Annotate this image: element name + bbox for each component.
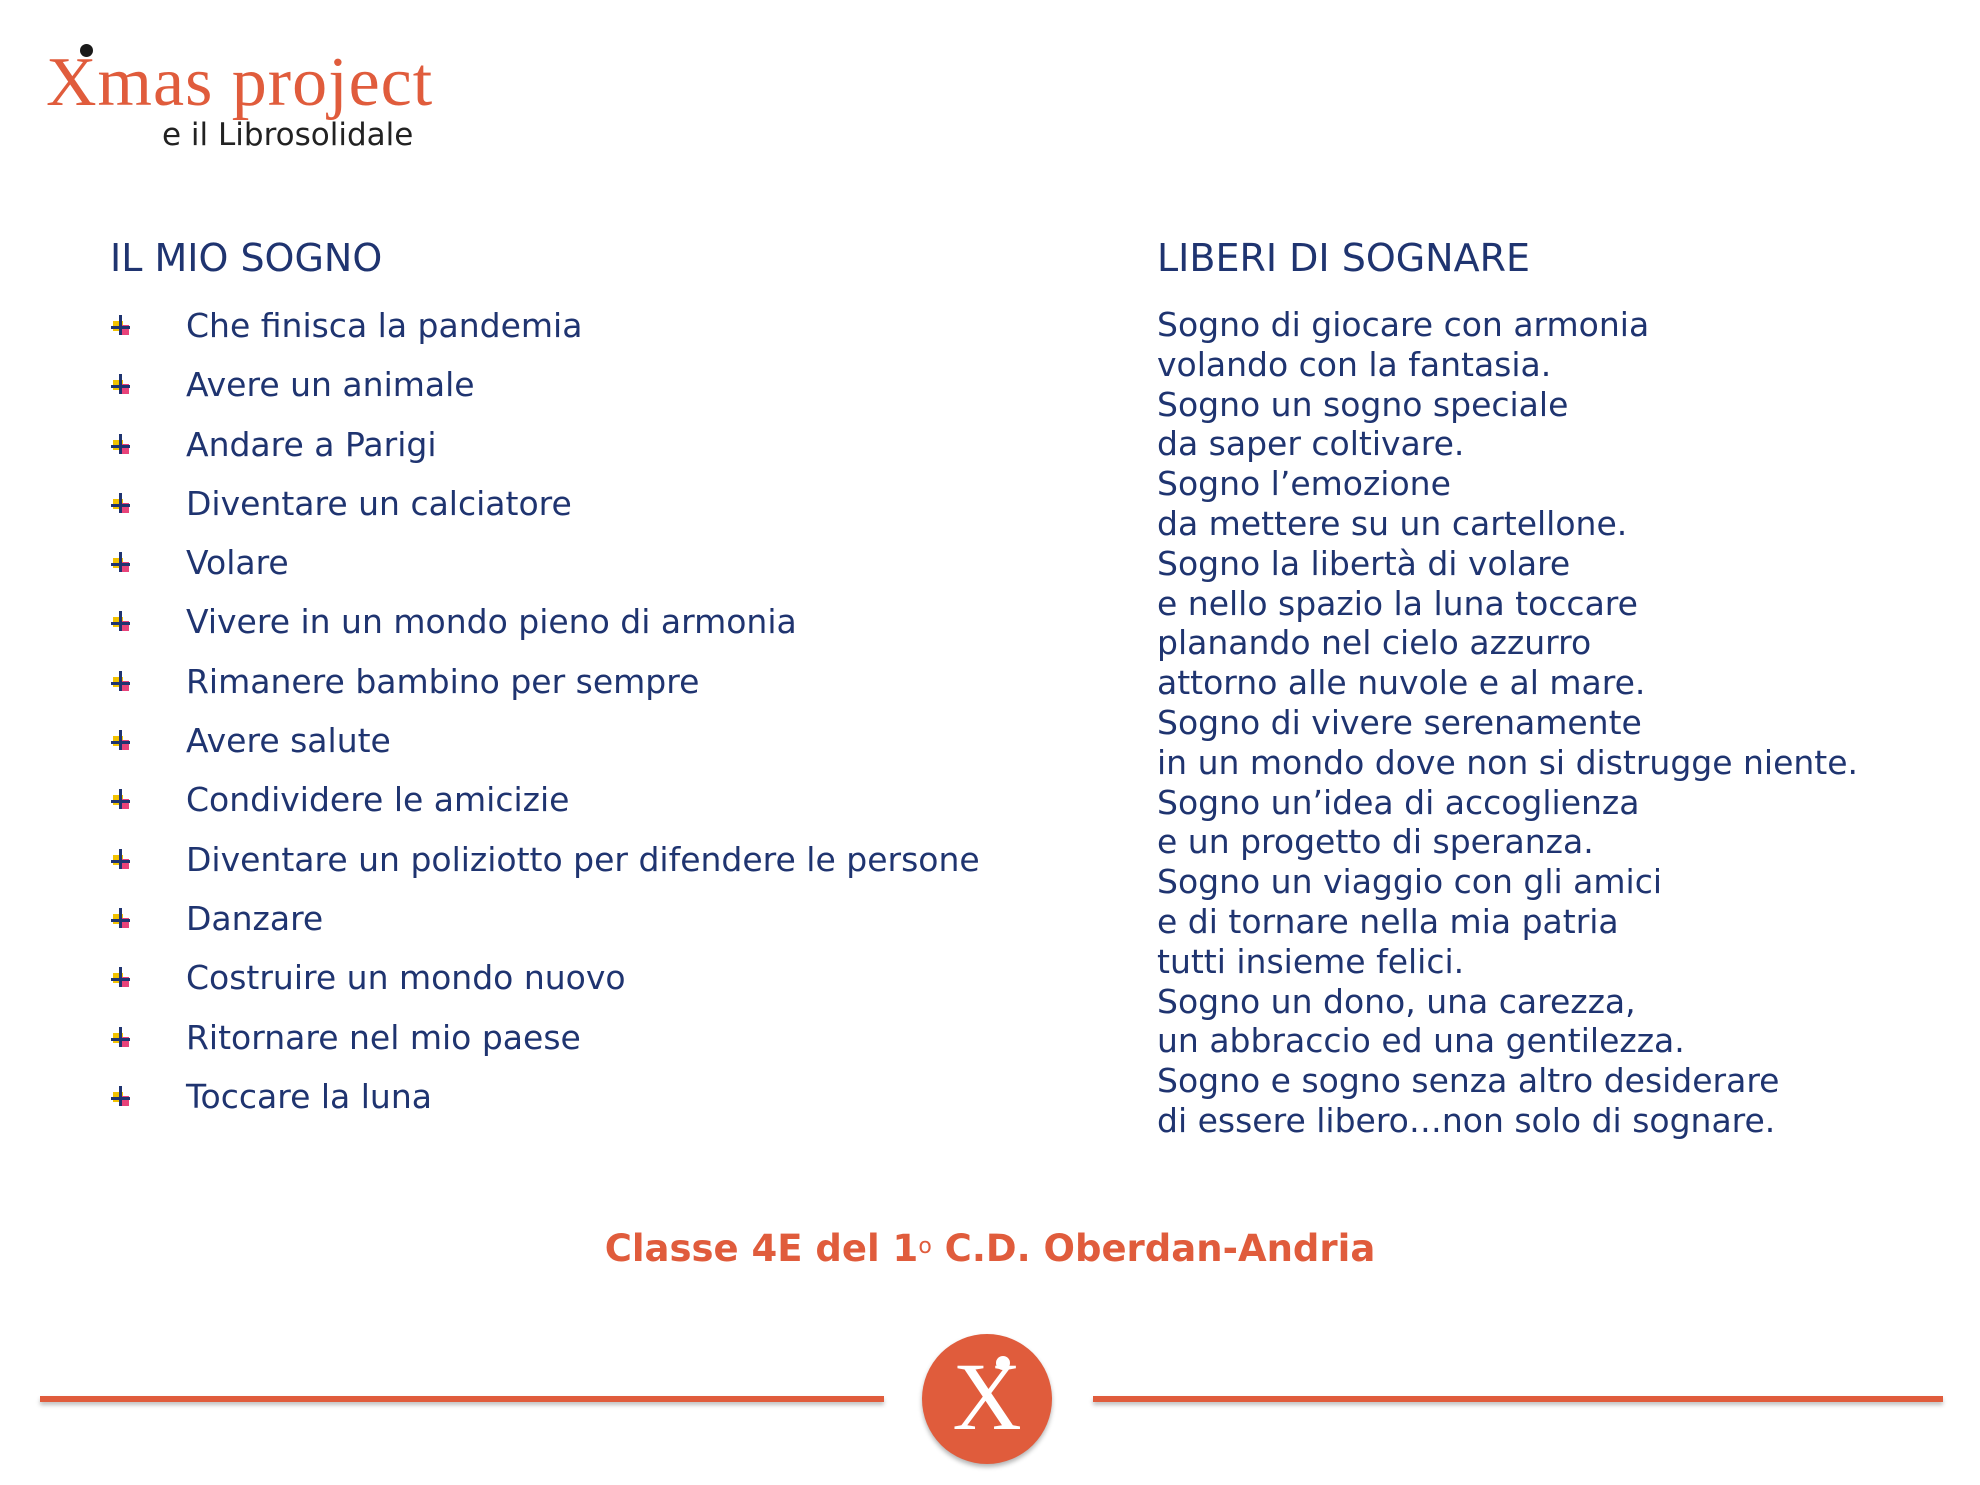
bullet-icon: [110, 315, 132, 337]
bullet-icon: [110, 967, 132, 989]
list-item: [110, 955, 980, 1014]
poem: [1157, 305, 1937, 1141]
list-item: [110, 837, 980, 896]
list-item-text: Diventare un calciatore: [186, 483, 572, 523]
credit-superscript: o: [918, 1234, 932, 1259]
list-item-text: Costruire un mondo nuovo: [186, 958, 626, 998]
footer-rule-right: [1093, 1396, 1943, 1402]
list-item-text: Ritornare nel mio paese: [186, 1017, 581, 1057]
poem-line: da saper coltivare.: [1157, 424, 1465, 464]
poem-line: Sogno e sogno senza altro desiderare: [1157, 1061, 1780, 1101]
list-item: [110, 1015, 980, 1074]
list-item-text: Toccare la luna: [186, 1076, 432, 1116]
list-item-text: Volare: [186, 543, 289, 583]
bullet-icon: [110, 434, 132, 456]
credit-after: C.D. Oberdan-Andria: [931, 1227, 1376, 1270]
list-item-text: Avere un animale: [186, 365, 475, 405]
list-item-text: Che finisca la pandemia: [186, 306, 583, 345]
poem-line: e nello spazio la luna toccare: [1157, 583, 1638, 623]
poem-line: Sogno un’idea di accoglienza: [1157, 782, 1640, 822]
list-item: [110, 659, 980, 718]
list-item: [110, 481, 980, 540]
class-credit: [0, 1226, 1980, 1272]
bullet-icon: [110, 730, 132, 752]
poem-line: Sogno un dono, una carezza,: [1157, 981, 1636, 1021]
bullet-icon: [110, 671, 132, 693]
list-item-text: Danzare: [186, 898, 324, 938]
list-item-text: Avere salute: [186, 721, 391, 761]
list-item: [110, 1074, 980, 1133]
poem-line: in un mondo dove non si distrugge niente.: [1157, 742, 1859, 782]
footer-rule-left: [40, 1396, 884, 1402]
bullet-icon: [110, 1027, 132, 1049]
bullet-icon: [110, 908, 132, 930]
list-item-text: Vivere in un mondo pieno di armonia: [186, 602, 797, 642]
poem-line: attorno alle nuvole e al mare.: [1157, 663, 1646, 703]
list-item: [110, 540, 980, 599]
list-item: [110, 599, 980, 658]
poem-line: Sogno la libertà di volare: [1157, 543, 1571, 583]
poem-line: di essere libero…non solo di sognare.: [1157, 1100, 1776, 1140]
logo-subtitle: e il Librosolidale: [162, 117, 414, 153]
bullet-icon: [110, 493, 132, 515]
list-item: [110, 362, 980, 421]
poem-line: tutti insieme felici.: [1157, 941, 1465, 981]
list-item: [110, 777, 980, 836]
poem-line: Sogno un sogno speciale: [1157, 384, 1569, 424]
poem-line: e di tornare nella mia patria: [1157, 901, 1619, 941]
poem-line: planando nel cielo azzurro: [1157, 623, 1592, 663]
poem-line: volando con la fantasia.: [1157, 344, 1552, 384]
dream-list: [110, 303, 980, 1133]
bullet-icon: [110, 552, 132, 574]
poem-line: e un progetto di speranza.: [1157, 822, 1594, 862]
bullet-icon: [110, 849, 132, 871]
poem-line: Sogno un viaggio con gli amici: [1157, 862, 1663, 902]
list-item: [110, 896, 980, 955]
list-item-text: Condividere le amicizie: [186, 780, 570, 820]
poem-line: Sogno di vivere serenamente: [1157, 702, 1642, 742]
left-column-title: IL MIO SOGNO: [110, 236, 383, 280]
xmas-badge: [922, 1334, 1052, 1464]
bullet-icon: [110, 1086, 132, 1108]
poem-line: Sogno di giocare con armonia: [1157, 305, 1650, 344]
bullet-icon: [110, 374, 132, 396]
list-item: [110, 422, 980, 481]
badge-letter: X: [952, 1343, 1022, 1450]
list-item-text: Diventare un poliziotto per difendere le persone: [186, 839, 980, 879]
right-column-title: LIBERI DI SOGNARE: [1157, 236, 1531, 280]
list-item: [110, 718, 980, 777]
poem-line: Sogno l’emozione: [1157, 464, 1451, 504]
poem-line: da mettere su un cartellone.: [1157, 503, 1628, 543]
logo: [46, 38, 466, 158]
list-item-text: Andare a Parigi: [186, 424, 437, 464]
list-item-text: Rimanere bambino per sempre: [186, 661, 700, 701]
list-item: [110, 303, 980, 362]
logo-title: Xmas project: [46, 44, 434, 121]
poem-line: un abbraccio ed una gentilezza.: [1157, 1021, 1685, 1061]
credit-before: Classe 4E del 1: [604, 1227, 919, 1270]
bullet-icon: [110, 789, 132, 811]
bullet-icon: [110, 611, 132, 633]
